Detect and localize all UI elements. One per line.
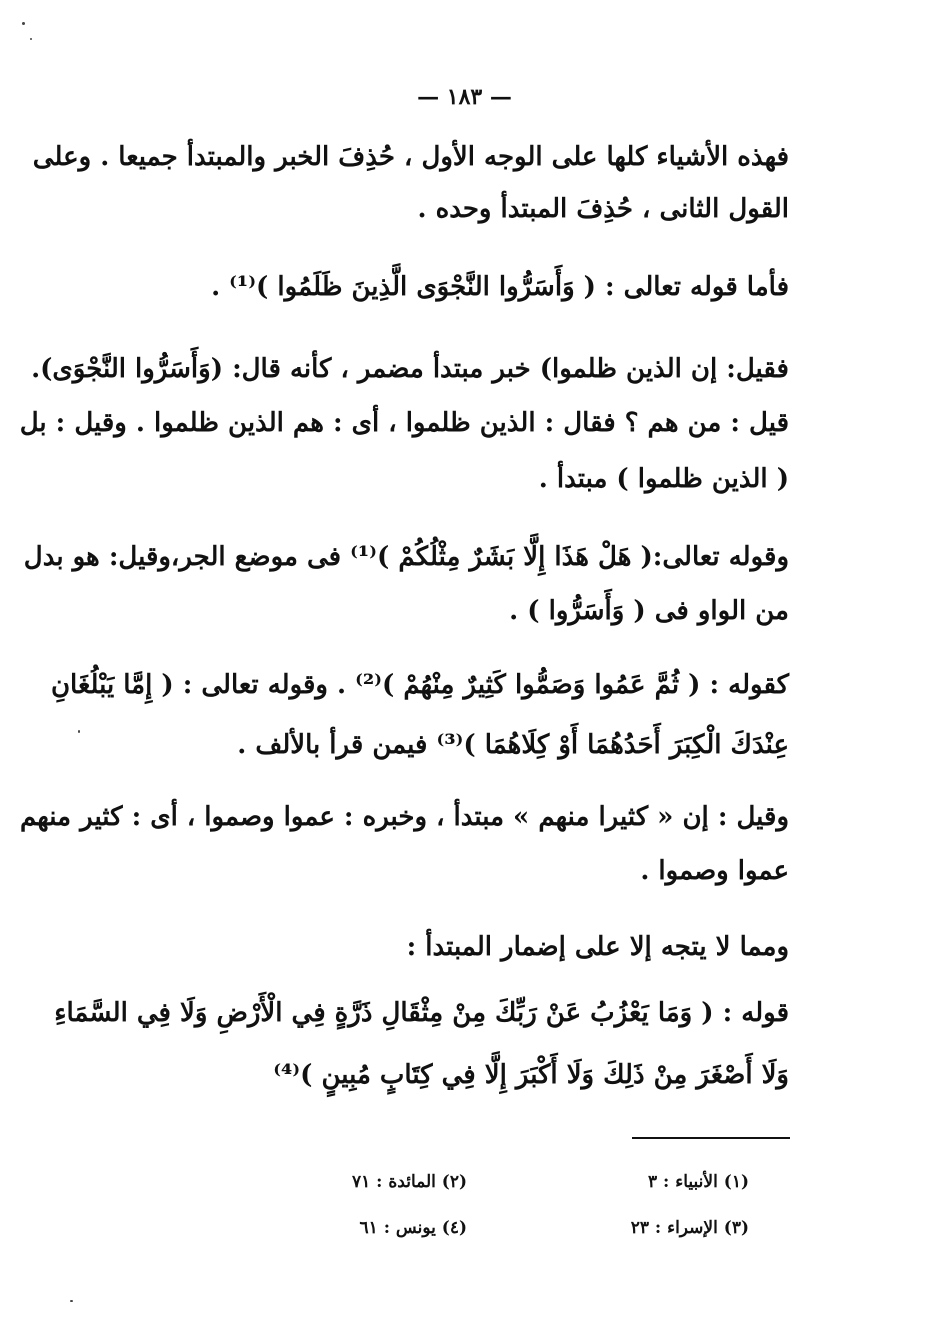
text-line: فقيل: إن الذين ظلموا) خبر مبتدأ مضمر ، كأنه قال: (وَأَسَرُّوا النَّجْوَى). <box>31 354 789 384</box>
text-line: ومما لا يتجه إلا على إضمار المبتدأ : <box>406 932 789 962</box>
footnote-separator <box>632 1137 790 1139</box>
text-line: وقوله تعالى:( هَلْ هَذَا إِلَّا بَشَرٌ مِثْلُكُمْ )⁽¹⁾ فى موضع الجر،وقيل: هو بدل <box>23 542 789 572</box>
text-line: وَلَا أَصْغَرَ مِنْ ذَلِكَ وَلَا أَكْبَرَ إِلَّا فِي كِتَابٍ مُبِينٍ )⁽⁴⁾ <box>273 1060 789 1090</box>
text-line: قيل : من هم ؟ فقال : الذين ظلموا ، أى : هم الذين ظلموا . وقيل : بل <box>19 408 789 438</box>
page-number: — ١٨٣ — <box>417 84 512 110</box>
footnote: (١) الأنبياء : ٣ <box>648 1172 749 1192</box>
text-line: عموا وصموا . <box>640 856 789 886</box>
text-line: كقوله : ( ثُمَّ عَمُوا وَصَمُّوا كَثِيرٌ مِنْهُمْ )⁽²⁾ . وقوله تعالى : ( إِمَّا يَبْلُغَانِ <box>50 670 789 700</box>
footnote: (٤) يونس : ٦١ <box>359 1218 467 1238</box>
text-line: فهذه الأشياء كلها على الوجه الأول ، حُذِفَ الخبر والمبتدأ جميعا . وعلى <box>32 142 789 172</box>
text-line: ( الذين ظلموا ) مبتدأ . <box>538 464 789 494</box>
text-line: قوله : ( وَمَا يَعْزُبُ عَنْ رَبِّكَ مِنْ مِثْقَالِ ذَرَّةٍ فِي الْأَرْضِ وَلَا فِي السَّمَاءِ <box>54 998 789 1028</box>
footnote: (٣) الإسراء : ٢٣ <box>630 1218 749 1238</box>
text-line: عِنْدَكَ الْكِبَرَ أَحَدُهُمَا أَوْ كِلَاهُمَا )⁽³⁾ فيمن قرأ بالألف . <box>237 730 789 760</box>
text-line: وقيل : إن « كثيرا منهم » مبتدأ ، وخبره : عموا وصموا ، أى : كثير منهم <box>20 802 789 832</box>
scan-speck <box>70 1300 73 1302</box>
text-line: من الواو فى ( وَأَسَرُّوا ) . <box>509 596 789 626</box>
scan-speck <box>22 22 25 25</box>
text-line: القول الثانى ، حُذِفَ المبتدأ وحده . <box>417 194 789 224</box>
scan-speck <box>30 38 32 40</box>
text-line: فأما قوله تعالى : ( وَأَسَرُّوا النَّجْوَى الَّذِينَ ظَلَمُوا )⁽¹⁾ . <box>211 272 789 302</box>
scan-speck <box>78 730 80 733</box>
footnote: (٢) المائدة : ٧١ <box>352 1172 467 1192</box>
